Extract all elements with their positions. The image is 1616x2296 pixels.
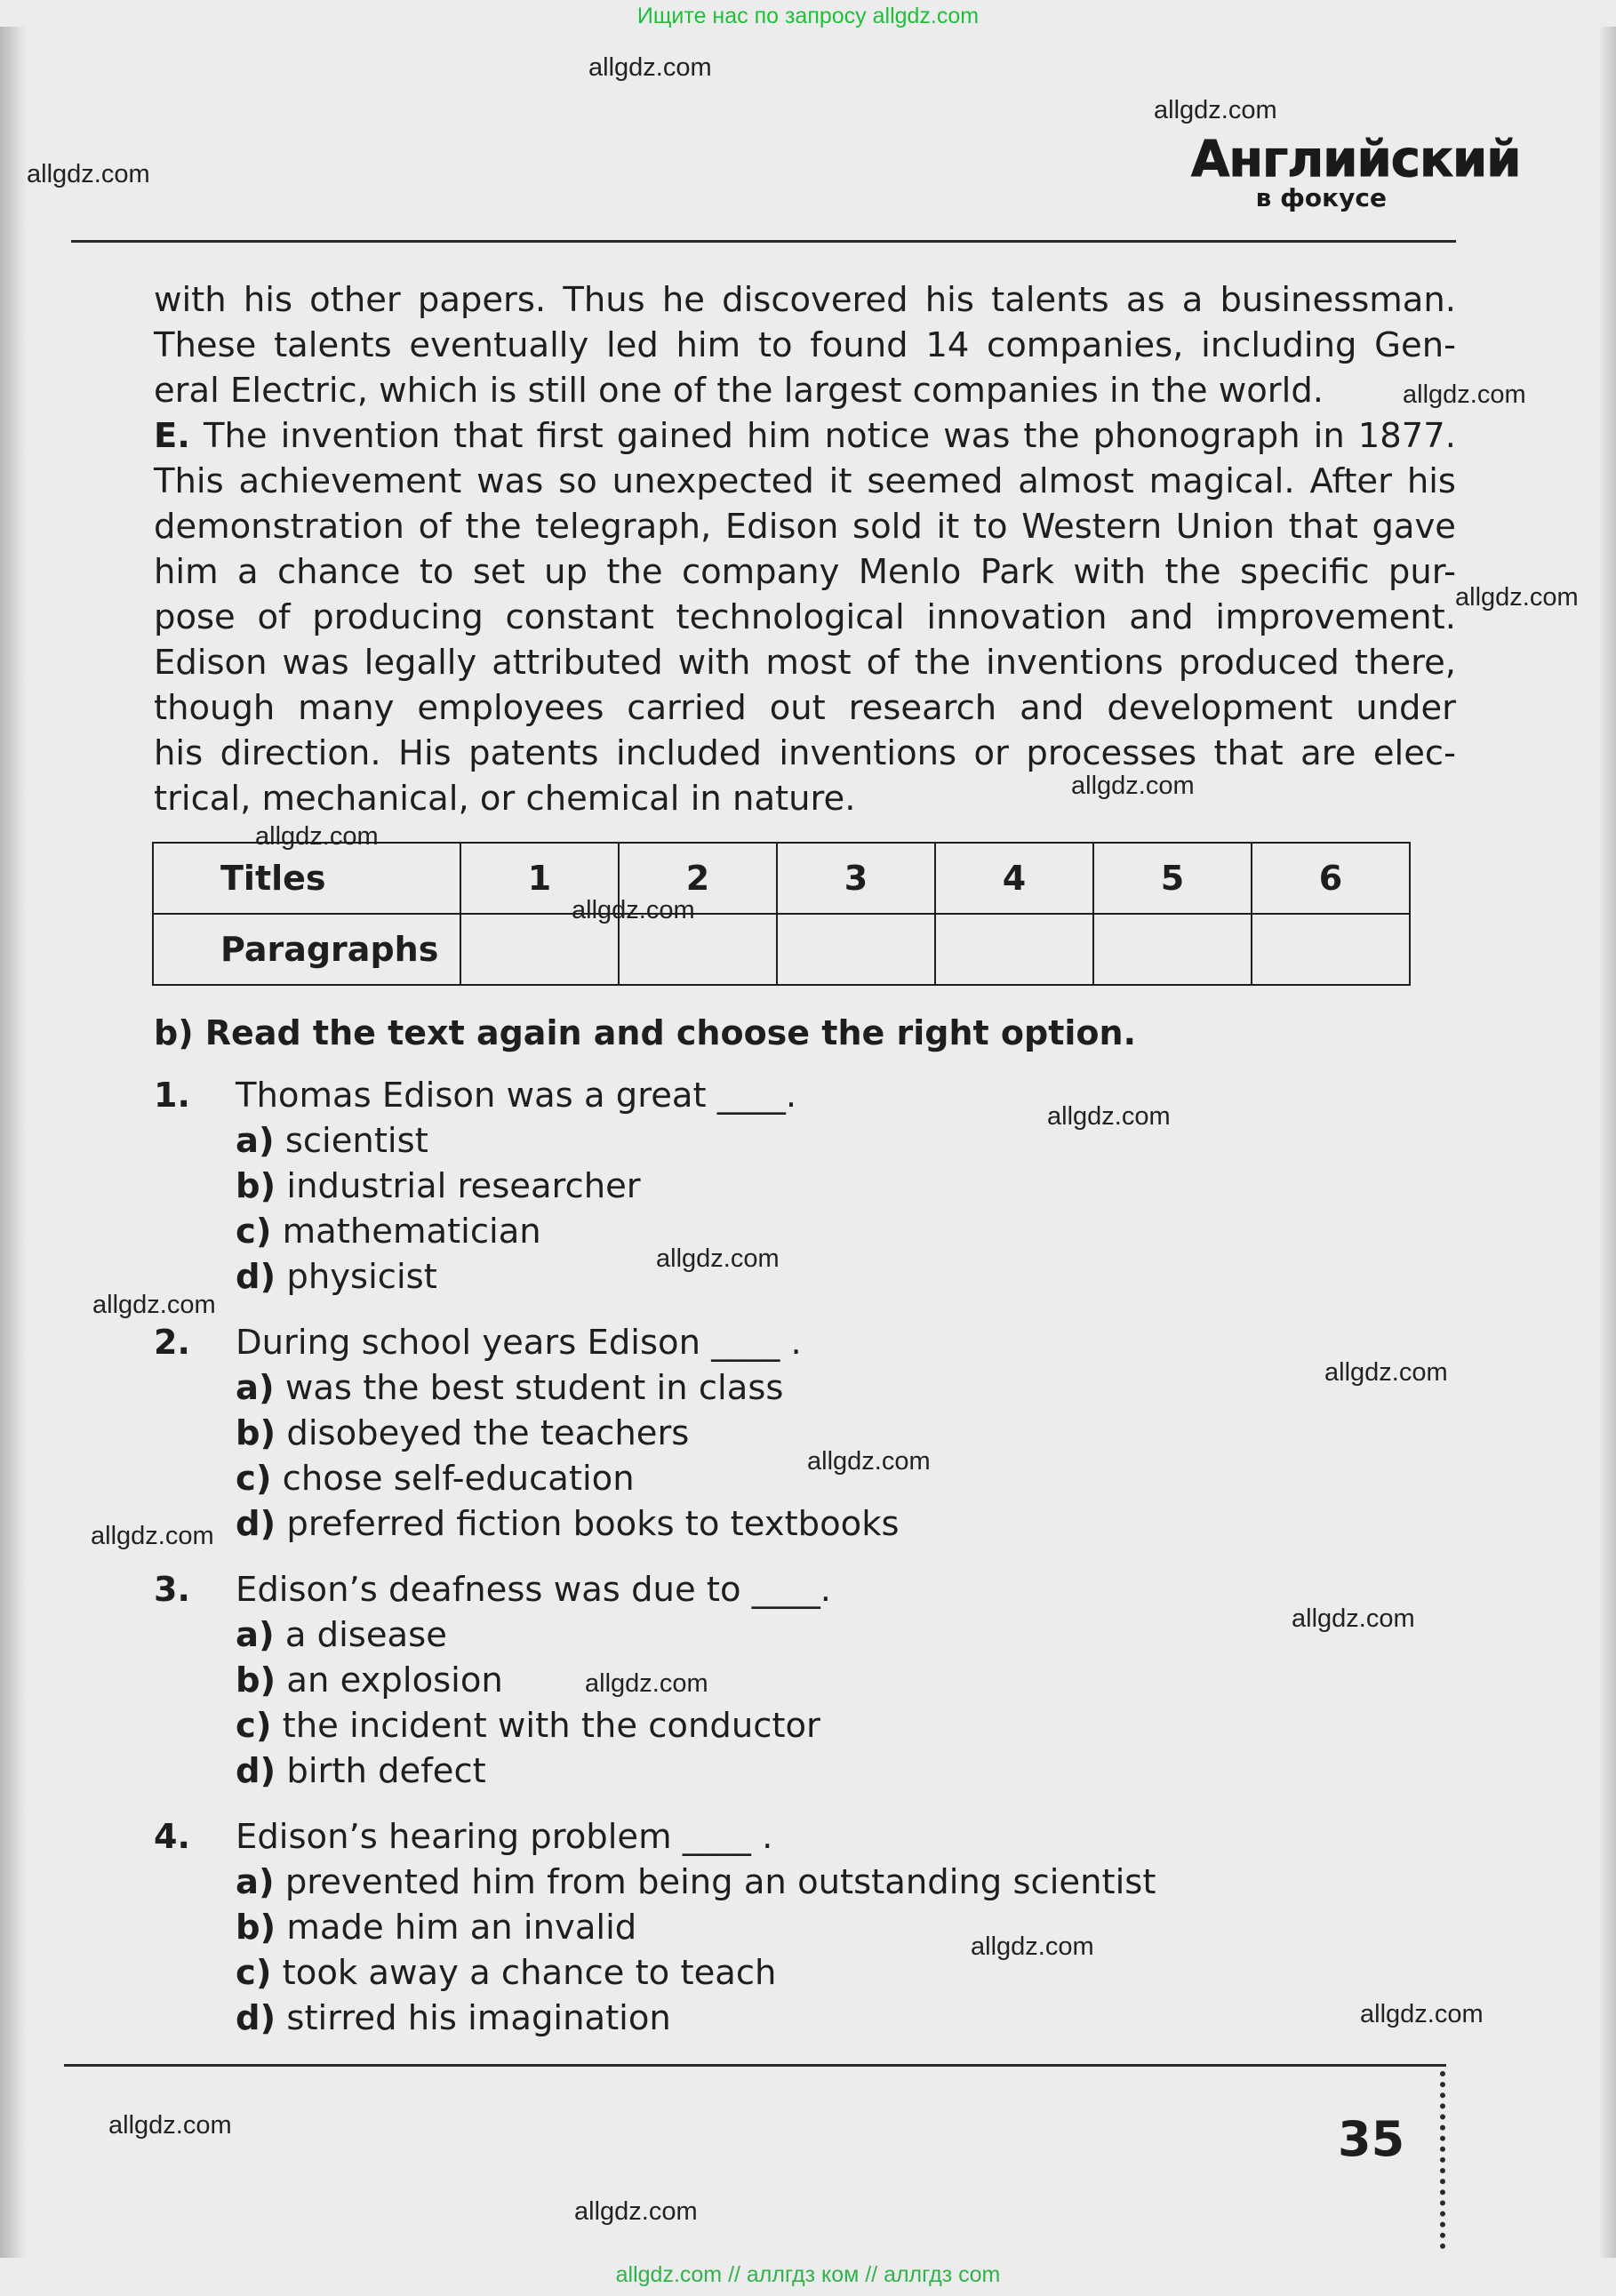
watermark: allgdz.com — [585, 1669, 708, 1698]
option[interactable] — [236, 1121, 428, 1161]
option[interactable] — [236, 1751, 486, 1791]
option-letter: a) — [236, 1862, 275, 1902]
table-header-titles: Titles — [153, 843, 460, 914]
text-line-rest: The invention that first gained him notice was the phonograph in 1877. — [189, 416, 1456, 456]
option-letter: c) — [236, 1953, 272, 1993]
watermark: allgdz.com — [27, 160, 150, 188]
option-letter: b) — [236, 1660, 276, 1700]
text-line: These talents eventually led him to found 14 companies, including Gen- — [154, 325, 1456, 365]
option-letter: d) — [236, 1998, 276, 2038]
page-edge-dots — [1440, 2071, 1451, 2249]
option[interactable] — [236, 1413, 689, 1453]
text-line: This achievement was so unexpected it seemed almost magical. After his — [154, 461, 1456, 501]
text-line: trical, mechanical, or chemical in nature. — [154, 779, 856, 819]
watermark: allgdz.com — [656, 1244, 780, 1273]
option-letter: d) — [236, 1504, 276, 1544]
header-divider — [71, 240, 1456, 243]
watermark: allgdz.com — [255, 822, 379, 851]
watermark: allgdz.com — [1403, 380, 1526, 409]
watermark: allgdz.com — [1324, 1358, 1448, 1387]
watermark: allgdz.com — [1154, 96, 1277, 124]
answer-cell[interactable] — [1093, 914, 1252, 985]
option-text: made him an invalid — [286, 1908, 637, 1948]
option-text: prevented him from being an outstanding scientist — [284, 1862, 1156, 1902]
option-text: physicist — [286, 1257, 437, 1297]
paragraph-e — [154, 413, 1456, 821]
option[interactable] — [236, 1862, 1156, 1902]
option[interactable] — [236, 1908, 636, 1948]
option-text: a disease — [284, 1615, 447, 1655]
text-line: his direction. His patents included inventions or processes that are elec- — [154, 733, 1456, 773]
option-text: birth defect — [286, 1751, 486, 1791]
watermark: allgdz.com — [588, 53, 712, 82]
watermark: allgdz.com — [1360, 2000, 1484, 2028]
page-edge-shadow-right — [1598, 27, 1616, 2258]
option-letter: a) — [236, 1368, 275, 1408]
answer-cell[interactable] — [619, 914, 777, 985]
table-column-number: 4 — [935, 843, 1093, 914]
watermark: allgdz.com — [574, 2197, 698, 2226]
watermark: allgdz.com — [1047, 1102, 1171, 1131]
option[interactable] — [236, 1953, 776, 1993]
logo-title: Английский — [1191, 131, 1521, 188]
watermark: allgdz.com — [807, 1447, 931, 1476]
logo-subtitle: в фокусе — [1255, 183, 1387, 212]
watermark: allgdz.com — [1071, 772, 1195, 800]
watermark: allgdz.com — [108, 2111, 232, 2140]
option-text: industrial researcher — [286, 1166, 641, 1206]
bottom-banner[interactable]: allgdz.com // аллгдз ком // аллгдз com — [615, 2262, 1001, 2287]
text-line: demonstration of the telegraph, Edison sold it to Western Union that gave — [154, 507, 1456, 547]
table-column-number: 6 — [1252, 843, 1410, 914]
text-line: eral Electric, which is still one of the largest companies in the world. — [154, 371, 1324, 411]
option[interactable] — [236, 1459, 635, 1499]
option-text: took away a chance to teach — [282, 1953, 777, 1993]
watermark: allgdz.com — [572, 896, 695, 924]
option[interactable] — [236, 1660, 503, 1700]
question-text: During school years Edison ____ . — [236, 1323, 802, 1363]
option-text: was the best student in class — [284, 1368, 784, 1408]
option-text: scientist — [284, 1121, 428, 1161]
option-letter: b) — [236, 1908, 276, 1948]
question-text: Edison’s hearing problem ____ . — [236, 1817, 773, 1857]
option-letter: c) — [236, 1459, 272, 1499]
option-letter: c) — [236, 1706, 272, 1746]
option-letter: b) — [236, 1413, 276, 1453]
question-number: 1. — [154, 1076, 190, 1115]
watermark: allgdz.com — [971, 1932, 1094, 1961]
option-letter: a) — [236, 1121, 275, 1161]
option-letter: b) — [236, 1166, 276, 1206]
table-row — [153, 843, 1410, 914]
answer-cell[interactable] — [460, 914, 619, 985]
option-text: an explosion — [286, 1660, 503, 1700]
table-column-number: 2 — [619, 843, 777, 914]
option[interactable] — [236, 1615, 447, 1655]
top-banner[interactable]: Ищите нас по запросу allgdz.com — [636, 4, 980, 28]
table-column-number: 5 — [1093, 843, 1252, 914]
watermark: allgdz.com — [91, 1522, 214, 1550]
option[interactable] — [236, 1368, 783, 1408]
table-header-paragraphs: Paragraphs — [153, 914, 460, 985]
option[interactable] — [236, 1706, 820, 1746]
question-number: 3. — [154, 1570, 190, 1609]
option-text: mathematician — [282, 1212, 541, 1252]
watermark: allgdz.com — [1292, 1604, 1415, 1633]
exercise-heading: b) Read the text again and choose the right option. — [154, 1013, 1137, 1052]
option[interactable] — [236, 1257, 437, 1297]
page-number: 35 — [1338, 2111, 1405, 2167]
option-text: chose self-education — [282, 1459, 635, 1499]
page-edge-shadow-left — [0, 27, 27, 2258]
question-number: 2. — [154, 1323, 190, 1362]
paragraph-d-continuation — [154, 277, 1456, 413]
option[interactable] — [236, 1166, 641, 1206]
text-line: Edison was legally attributed with most of the inventions produced there, — [154, 643, 1456, 683]
option-letter: d) — [236, 1751, 276, 1791]
watermark: allgdz.com — [1455, 583, 1579, 612]
option-text: preferred fiction books to textbooks — [286, 1504, 900, 1544]
question-number: 4. — [154, 1817, 190, 1856]
footer-divider — [64, 2064, 1446, 2067]
table-column-number: 1 — [460, 843, 619, 914]
question-text: Thomas Edison was a great ____. — [236, 1076, 797, 1116]
watermark: allgdz.com — [92, 1291, 216, 1319]
textbook-logo — [1191, 131, 1521, 224]
option-letter: c) — [236, 1212, 272, 1252]
answer-cell[interactable] — [935, 914, 1093, 985]
paragraph-letter: E. — [154, 416, 190, 456]
text-line — [154, 413, 1456, 459]
text-line: with his other papers. Thus he discovered his talents as a businessman. — [154, 280, 1456, 320]
option[interactable] — [236, 1998, 671, 2038]
table-column-number: 3 — [777, 843, 935, 914]
answer-cell[interactable] — [777, 914, 935, 985]
option-text: disobeyed the teachers — [286, 1413, 690, 1453]
titles-paragraphs-table — [152, 842, 1411, 986]
option[interactable] — [236, 1504, 900, 1544]
text-line: though many employees carried out research and development under — [154, 688, 1456, 728]
table-row — [153, 914, 1410, 985]
question-text: Edison’s deafness was due to ____. — [236, 1570, 831, 1610]
text-line: him a chance to set up the company Menlo Park with the specific pur- — [154, 552, 1456, 592]
answer-cell[interactable] — [1252, 914, 1410, 985]
option[interactable] — [236, 1212, 541, 1252]
option-text: the incident with the conductor — [282, 1706, 820, 1746]
option-text: stirred his imagination — [286, 1998, 671, 2038]
text-line: pose of producing constant technological innovation and improvement. — [154, 597, 1456, 637]
option-letter: d) — [236, 1257, 276, 1297]
option-letter: a) — [236, 1615, 275, 1655]
